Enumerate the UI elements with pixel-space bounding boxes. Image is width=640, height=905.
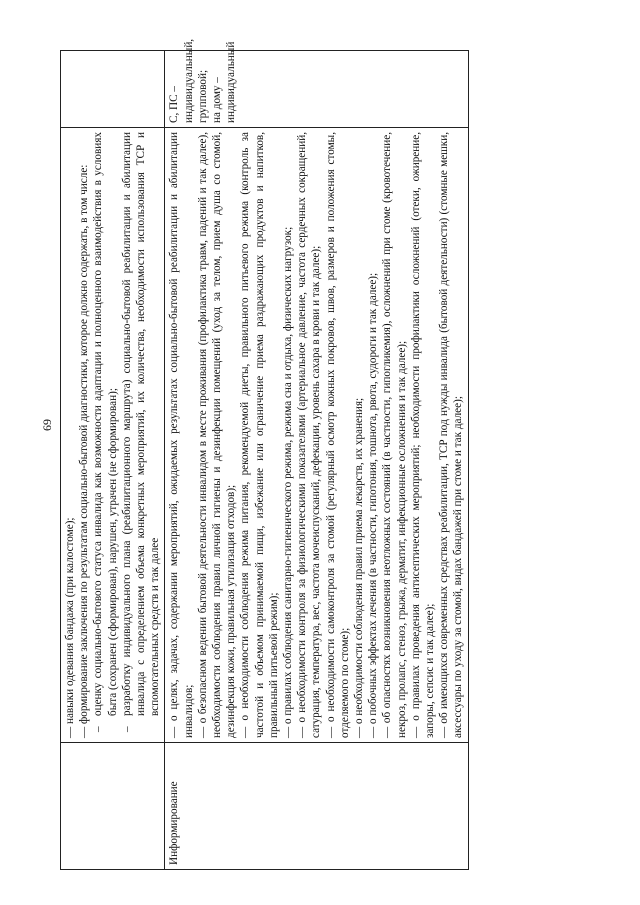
list-item: — о безопасном ведении бытовой деятельности инвалидом в месте проживания (профилактика травм, падений и так далее), необходимости соблюдения правил личной гигиены и дезинфекции помещений (уход за телом, прием душа со стомой, дезинфекция кожи, правильная утилизация отходов); [196, 132, 238, 738]
rotated-page-content [60, 38, 580, 870]
row1-form-cell [61, 51, 165, 128]
list-item: — о необходимости соблюдения правил приема лекарств, их хранения; [353, 397, 366, 738]
list-item: — о целях, задачах, содержании мероприятий, ожидаемых результатах социально-бытовой реабилитации и абилитации инвалидов; [168, 132, 195, 738]
form-line: на дому – [211, 77, 224, 123]
list-item: — о правилах проведения антисептических мероприятий; необходимости профилактики осложнений (отеки, ожирение, запоры, сепсис и так далее); [409, 132, 437, 738]
form-line: индивидуальный [225, 41, 238, 123]
page-number: 69 [40, 419, 54, 431]
list-item: — о необходимости контроля за физиологическими показателями (артериальное давление, частота сердечных сокращений, сатурация, температура, вес, частота мочеиспусканий, дефекации, уровень сахара в крови и так далее); [296, 132, 323, 738]
list-item: — навыки одевания бандажа (при калостоме); [64, 517, 76, 738]
sub-list-item: – разработку индивидуального плана (реабилитационного маршрута) социально-бытовой реабилитации и абилитации инвалида с определением объема конкретных мероприятий, их количества, необходимости использования ТСР и вспомогательных средств и так далее [120, 132, 163, 738]
sub-list-item: – оценку социально-бытового статуса инвалида как возможности адаптации и полноценного взаимодействия в условиях быта (сохранен (сформирован), нарушен, утрачен (не сформирован); [91, 132, 119, 738]
rehabilitation-table [60, 38, 469, 870]
list-item: — о необходимости самоконтроля за стомой (регулярный осмотр кожных покровов, швов, размеров и положения стомы, отделяемого по стоме); [324, 132, 351, 738]
row1-section-cell [61, 743, 165, 870]
list-item: — о правилах соблюдения санитарно-гигиенического режима, режима сна и отдыха, физических нагрузок; [282, 226, 295, 738]
row2-form-cell [165, 38, 468, 128]
list-item: — о побочных эффектах лечения (в частности, гипотония, тошнота, рвота, судороги и так далее); [367, 272, 380, 738]
list-item: — об имеющихся современных средствах реабилитации, ТСР под нужды инвалида (бытовой деятельности) (стомные мешки, аксессуары по уходу за стомой, видах бандажей при стоме и так далее); [438, 132, 465, 738]
form-line: индивидуальный, [182, 38, 195, 123]
list-item: — о необходимости соблюдения режима питания, рекомендуемой диеты, правильного питьевого режима (контроль за частотой и объемом принимаемой пищи, избежание или ограничение приема раздражающих продуктов и напитков, правильный питьевой режим); [239, 132, 280, 738]
form-line: групповой; [196, 69, 209, 123]
list-item: — об опасностях возникновения неотложных состояний (в частности, гипогликемия), осложнений при стоме (кровотечение, некроз, пролапс, стеноз, грыжа, дерматит, инфекционные осложнения и так далее); [381, 132, 408, 738]
table-row [61, 51, 165, 870]
row2-content-cell [165, 128, 468, 743]
form-line: С, ПС – [168, 86, 181, 123]
table-row [165, 51, 468, 870]
row2-section-cell: Информирование [165, 743, 468, 870]
list-item: — формирование заключения по результатам социально-бытовой диагностики, которое должно содержать, в том числе: [78, 164, 91, 738]
row1-content-cell [61, 128, 165, 743]
